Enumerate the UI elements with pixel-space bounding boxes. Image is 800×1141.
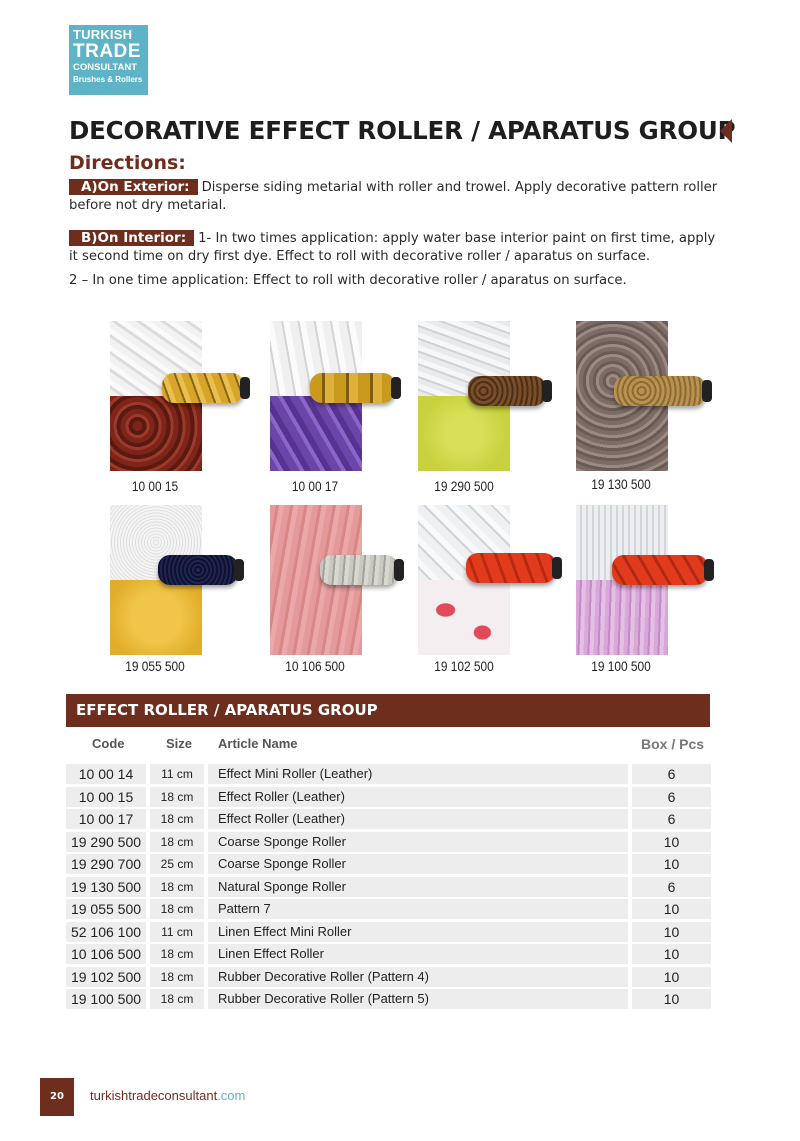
cell-article-name: Linen Effect Mini Roller (208, 922, 628, 942)
cell-size: 18 cm (150, 787, 204, 807)
table-row (66, 787, 711, 807)
exterior-label: A)On Exterior: (69, 179, 198, 195)
table-row (66, 922, 711, 942)
product-image (576, 505, 668, 655)
cell-size: 18 cm (150, 944, 204, 964)
cell-code: 19 290 700 (66, 854, 146, 874)
table-row (66, 832, 711, 852)
cell-article-name: Linen Effect Roller (208, 944, 628, 964)
interior-text: 1- In two times application: apply water base interior paint on first time, apply it second time on dry first dye. Effect to roll with decorative roller / aparatus on surface. (69, 231, 716, 264)
arrow-left-icon (720, 119, 732, 143)
product-code-label: 10 00 17 (291, 478, 339, 494)
directions-heading: Directions: (69, 152, 186, 174)
cell-article-name: Coarse Sponge Roller (208, 832, 628, 852)
cell-code: 19 290 500 (66, 832, 146, 852)
cell-code: 19 055 500 (66, 899, 146, 919)
column-header-size: Size (166, 736, 193, 751)
logo-line-1: TURKISH (73, 27, 133, 42)
exterior-text: Disperse siding metarial with roller and trowel. Apply decorative pattern roller before not dry metarial. (69, 180, 718, 213)
table-row (66, 809, 711, 829)
product-image (418, 321, 510, 471)
product-code-label: 19 130 500 (591, 476, 651, 492)
table-row (66, 764, 711, 784)
cell-article-name: Rubber Decorative Roller (Pattern 4) (208, 967, 628, 987)
product-image (418, 505, 510, 655)
product-code-label: 19 102 500 (434, 658, 494, 674)
cell-box-pcs: 10 (632, 899, 711, 919)
cell-size: 25 cm (150, 854, 204, 874)
product-code-label: 19 290 500 (434, 478, 494, 494)
cell-box-pcs: 6 (632, 764, 711, 784)
logo-line-4: Brushes & Rollers (73, 74, 143, 84)
product-code-label: 19 055 500 (125, 658, 185, 674)
cell-box-pcs: 6 (632, 809, 711, 829)
page-number: 20 (40, 1078, 74, 1116)
interior-label: B)On Interior: (69, 230, 194, 246)
cell-size: 18 cm (150, 877, 204, 897)
column-header-article-name: Article Name (218, 736, 298, 751)
cell-code: 10 00 15 (66, 787, 146, 807)
column-header-box-pcs: Box / Pcs (641, 736, 705, 752)
cell-article-name: Effect Roller (Leather) (208, 809, 628, 829)
cell-size: 18 cm (150, 809, 204, 829)
footer-url-main: turkishtradeconsultant (90, 1088, 218, 1103)
cell-size: 18 cm (150, 832, 204, 852)
product-image (110, 505, 202, 655)
table-row (66, 967, 711, 987)
column-header-code: Code (92, 736, 125, 751)
cell-code: 10 00 17 (66, 809, 146, 829)
product-image (270, 505, 362, 655)
cell-box-pcs: 10 (632, 944, 711, 964)
product-code-label: 10 106 500 (285, 658, 345, 674)
cell-box-pcs: 10 (632, 832, 711, 852)
cell-article-name: Pattern 7 (208, 899, 628, 919)
footer-url-tld: .com (217, 1088, 246, 1103)
table-row (66, 989, 711, 1009)
cell-code: 19 100 500 (66, 989, 146, 1009)
table-row (66, 944, 711, 964)
cell-code: 19 102 500 (66, 967, 146, 987)
table-row (66, 877, 711, 897)
cell-size: 18 cm (150, 899, 204, 919)
cell-article-name: Natural Sponge Roller (208, 877, 628, 897)
logo-line-2: TRADE (73, 41, 141, 62)
table-heading: EFFECT ROLLER / APARATUS GROUP (66, 694, 710, 727)
logo-line-3: CONSULTANT (73, 62, 138, 73)
cell-size: 18 cm (150, 989, 204, 1009)
footer-website-link[interactable] (90, 1088, 245, 1103)
cell-size: 11 cm (150, 764, 204, 784)
table-row (66, 854, 711, 874)
page-title: DECORATIVE EFFECT ROLLER / APARATUS GROUP (69, 116, 736, 145)
cell-code: 52 106 100 (66, 922, 146, 942)
cell-code: 10 00 14 (66, 764, 146, 784)
table-row (66, 899, 711, 919)
cell-article-name: Effect Mini Roller (Leather) (208, 764, 628, 784)
cell-size: 11 cm (150, 922, 204, 942)
product-image (110, 321, 202, 471)
cell-size: 18 cm (150, 967, 204, 987)
exterior-paragraph (69, 179, 719, 215)
brand-logo (69, 25, 148, 95)
cell-box-pcs: 10 (632, 989, 711, 1009)
product-code-label: 19 100 500 (591, 658, 651, 674)
cell-box-pcs: 6 (632, 877, 711, 897)
product-code-label: 10 00 15 (131, 478, 179, 494)
interior-paragraph-2: 2 – In one time application: Effect to roll with decorative roller / aparatus on surface. (69, 273, 627, 288)
cell-box-pcs: 10 (632, 922, 711, 942)
cell-box-pcs: 10 (632, 854, 711, 874)
cell-box-pcs: 10 (632, 967, 711, 987)
cell-article-name: Coarse Sponge Roller (208, 854, 628, 874)
cell-article-name: Effect Roller (Leather) (208, 787, 628, 807)
cell-code: 19 130 500 (66, 877, 146, 897)
cell-box-pcs: 6 (632, 787, 711, 807)
cell-article-name: Rubber Decorative Roller (Pattern 5) (208, 989, 628, 1009)
product-image (576, 321, 668, 471)
cell-code: 10 106 500 (66, 944, 146, 964)
product-image (270, 321, 362, 471)
interior-paragraph (69, 230, 719, 266)
